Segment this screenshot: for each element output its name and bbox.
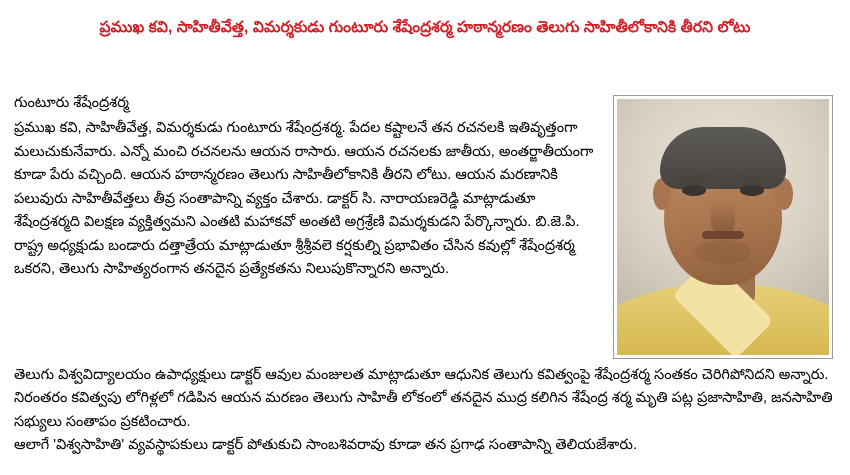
paragraph: ప్రముఖ కవి, సాహితీవేత్త, విమర్శకుడు గుంటూరు శేషేంద్రశర్మ. పేదల కష్టాలనే తన రచనలకి ఇతివృత్తంగా మలుచుకునేవారు. ఎన్నో మంచి రచనలను ఆయన రాసారు. ఆయన రచనలకు జాతీయ, అంతర్జాతీయంగా కూడా పేరు వచ్చింది. ఆయన హఠాన్మరణం తెలుగు సాహితీలోకానికి తీరని లోటు. ఆయన మరణానికి పలువురు సాహితీవేత్తలు తీవ్ర సంతాపాన్ని వ్యక్తం చేశారు. డాక్టర్ సి. నారాయణరెడ్డి మాట్లాడుతూ శేషేంద్రశర్మది విలక్షణ వ్యక్తిత్వమని ఎంతటి మహాకవో అంతటి అగ్రశ్రేణి విమర్శకుడని పేర్కొన్నారు. బి.జె.పి. రాష్ట్ర అధ్యక్షుడు బండారు దత్తాత్రేయ మాట్లాడుతూ శ్రీశ్రీవలె కర్షకుల్ని ప్రభావితం చేసిన కవుల్లో శేషేంద్రశర్మ ఒకరని, తెలుగు సాహిత్యరంగాన తనదైన ప్రత్యేకతను నిలుపుకొన్నారని అన్నారు. — [14, 120, 594, 278]
photo-mouth — [702, 231, 744, 239]
photo-eye-left — [682, 185, 706, 196]
article-text-continued — [14, 364, 836, 458]
article-body — [14, 92, 836, 458]
paragraph: ఆలాగే 'విశ్వసాహితి' వ్యవస్థాపకులు డాక్టర్ పోతుకుచి సాంబశివరావు కూడా తన ప్రగాఢ సంతాపాన్ని తెలియజేశారు. — [14, 437, 637, 454]
photo-eye-right — [740, 185, 764, 196]
portrait-photo — [614, 96, 832, 358]
paragraph: తెలుగు విశ్వవిద్యాలయం ఉపాధ్యక్షులు డాక్టర్ ఆవుల మంజులత మాట్లాడుతూ ఆధునిక తెలుగు కవిత్వంపై శేషేంద్రశర్మ సంతకం చెరిగిపోనిదని అన్నారు. నిరంతరం కవిత్వపు లోగిళ్లలో గడిపిన ఆయన మరణం తెలుగు సాహితీ లోకంలో తనదైన ముద్ర కలిగిన శేషేంద్ర శర్మ మృతి పట్ల ప్రజాసాహితి, జనసాహితి సభ్యులు సంతాపం ప్రకటించారు. — [14, 367, 833, 430]
page-title: ప్రముఖ కవి, సాహితీవేత్త, విమర్శకుడు గుంటూరు శేషేంద్రశర్మ హఠాన్మరణం తెలుగు సాహితీలోకానికి తీరని లోటు — [99, 19, 751, 36]
photo-chin — [695, 240, 751, 264]
article-subject-name: గుంటూరు శేషేంద్రశర్మ — [14, 95, 130, 111]
